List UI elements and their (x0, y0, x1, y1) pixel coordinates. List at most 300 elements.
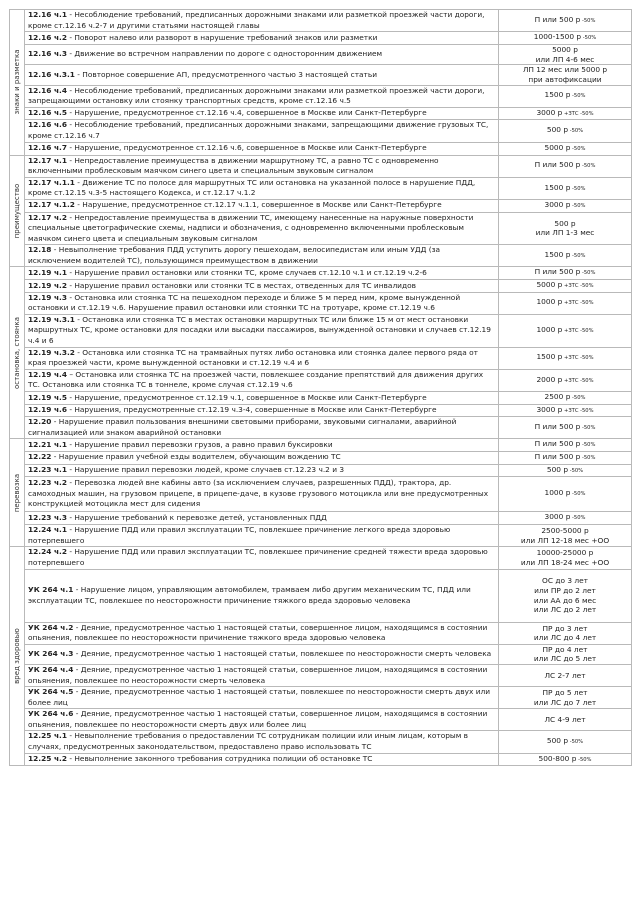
article-code: 12.23 ч.1 (28, 465, 67, 475)
penalty-cell (499, 32, 632, 45)
article-code: 12.23 ч.3 (28, 512, 67, 522)
table-row (10, 120, 632, 142)
penalty-line (502, 754, 628, 766)
table-row (10, 142, 632, 155)
violation-description (25, 512, 499, 525)
violation-text: - Деяние, предусмотренное частью 1 настоящей статьи, совершенное лицом, находящимся в состоянии опьянения, повлекшее по неосторожности смерть человека (28, 664, 488, 685)
penalty-line (502, 75, 628, 85)
violation-text: - Невыполнение требования ПДД уступить дорогу пешеходам, велосипедистам или иным УДД (за исключением водителей ТС), пользующимся преимуществом в движении (28, 245, 441, 265)
penalty-text: 5000 р (536, 280, 563, 290)
penalty-line (502, 488, 628, 500)
article-code: 12.17 ч.1.1 (28, 177, 75, 187)
penalty-text: ПР до 4 лет (542, 644, 588, 654)
penalty-cell (499, 142, 632, 155)
violation-description (25, 177, 499, 199)
penalty-text: 2500 р (544, 392, 571, 401)
violation-text: - Деяние, предусмотренное частью 1 настоящей статьи, повлекшее по неосторожности смерть двух или более лиц (28, 687, 491, 707)
penalty-note: -50% (580, 424, 596, 431)
violation-description (25, 212, 499, 245)
penalty-line (502, 250, 628, 262)
violation-description (25, 569, 499, 622)
article-code: 12.17 ч.2 (28, 212, 67, 222)
penalty-line (502, 558, 628, 568)
penalty-text: 5000 р (552, 45, 578, 55)
penalty-note: -50% (576, 756, 592, 763)
penalty-text: 500 р (546, 125, 569, 135)
penalty-cell (499, 644, 632, 664)
penalty-text: ПР до 5 лет (542, 688, 588, 698)
table-row (10, 245, 632, 267)
section-label (10, 267, 25, 439)
table-row (10, 267, 632, 280)
violation-description (25, 267, 499, 280)
article-code: 12.19 ч.6 (28, 405, 67, 415)
violation-text: - Несоблюдение требований, предписанных дорожными знаками или разметкой проезжей части дороги, запрещающими остановку или стоянку транспортных средств, кроме ст.12.16 ч.5 (28, 85, 485, 106)
penalty-note: +ЗТС -50% (562, 355, 594, 362)
penalty-text: 2000 р (536, 374, 563, 384)
article-code: 12.16 ч.3.1 (28, 69, 75, 79)
penalty-line (502, 596, 628, 606)
violation-text: - Деяние, предусмотренное частью 1 настоящей статьи, совершенное лицом, находящимся в состоянии опьянения, повлекшее по неосторожности смерть двух или более лиц (28, 709, 488, 729)
table-row (10, 753, 632, 766)
penalty-cell (499, 512, 632, 525)
penalty-line (502, 65, 628, 75)
violation-description (25, 477, 499, 512)
penalty-text: 3000 р (544, 512, 571, 522)
article-code: 12.16 ч.6 (28, 120, 67, 130)
violation-text: - Непредоставление преимущества в движении маршрутному ТС, а равно ТС с одновременно включенными проблесковым маячком синего цвета и специальным звуковым сигналом (28, 155, 439, 176)
penalty-text: 1500 р (544, 182, 571, 192)
violation-text: - Перевозка людей вне кабины авто (за исключением случаев, разрешенных ПДД), трактора, др. самоходных машин, на грузовом прицепе, в прицепе-даче, в кузове грузового мотоцикла или вне предусмотренных конструкцией мотоцикла мест для сидения (28, 478, 489, 509)
violation-description (25, 392, 499, 405)
article-code: 12.16 ч.7 (28, 143, 67, 153)
table-row (10, 314, 632, 347)
penalty-cell (499, 10, 632, 32)
table-row (10, 107, 632, 120)
article-code: 12.24 ч.1 (28, 525, 67, 535)
table-row (10, 547, 632, 569)
table-row (10, 392, 632, 405)
penalty-text: П или 500 р (534, 451, 581, 461)
penalty-note: -50% (580, 454, 596, 461)
article-code: 12.19 ч.2 (28, 280, 67, 290)
table-row (10, 65, 632, 85)
penalty-text: при автофиксации (528, 74, 602, 84)
penalty-cell (499, 155, 632, 177)
section-label-text: знаки и разметка (13, 49, 21, 115)
violation-text: - Остановка или стоянка ТС на трамвайных путях либо остановка или стоянка далее первого ряда от края проезжей части, кроме вынужденной остановки и ст.12.19 ч.4 и 6 (28, 347, 478, 368)
penalty-text: П или 500 р (534, 439, 581, 449)
penalty-text: 5000 р (544, 142, 571, 152)
penalty-cell (499, 107, 632, 120)
penalty-note: +ЗТС -50% (562, 300, 594, 307)
article-code: УК 264 ч.4 (28, 664, 74, 674)
violation-text: - Нарушение, предусмотренное ст.12.16 ч.6, совершенное в Москве или Санкт-Петербурге (66, 143, 427, 153)
violation-description (25, 45, 499, 65)
table-row (10, 32, 632, 45)
article-code: 12.16 ч.5 (28, 108, 67, 118)
violation-text: - Нарушение ПДД или правил эксплуатации ТС, повлекшее причинение легкого вреда здоровью потерпевшего (28, 525, 451, 545)
penalty-line (502, 576, 628, 586)
penalty-cell (499, 439, 632, 452)
penalty-cell (499, 709, 632, 731)
table-row (10, 199, 632, 212)
table-row (10, 369, 632, 391)
penalty-text: или ЛП 18-24 мес +ОО (520, 557, 610, 567)
penalty-line (502, 325, 628, 337)
penalty-cell (499, 314, 632, 347)
penalty-line (502, 452, 628, 464)
penalty-cell (499, 369, 632, 391)
penalty-text: или ПР до 2 лет (534, 585, 596, 595)
article-code: 12.20 (28, 417, 52, 427)
penalty-line (502, 183, 628, 195)
penalty-line (502, 698, 628, 708)
article-code: 12.18 (28, 245, 52, 255)
penalty-line (502, 439, 628, 451)
violation-text: - Невыполнение законного требования сотрудника полиции об остановке ТС (66, 754, 373, 764)
table-row (10, 464, 632, 477)
penalty-text: 10000-25000 р (536, 548, 594, 558)
table-row (10, 731, 632, 753)
penalty-note: -50% (580, 17, 596, 24)
article-code: 12.19 ч.5 (28, 392, 67, 402)
table-row (10, 451, 632, 464)
violation-text: - Нарушение правил учебной езды водителем, обучающим вождению ТС (51, 452, 341, 462)
violation-text: - Деяние, предусмотренное частью 1 настоящей статьи, совершенное лицом, находящимся в состоянии опьянения, повлекшее по неосторожности причинение тяжкого вреда здоровью человека (28, 622, 488, 643)
violation-description (25, 199, 499, 212)
penalty-note: -50% (570, 395, 586, 401)
penalty-note: +ЗТС -50% (562, 377, 594, 384)
penalty-cell (499, 177, 632, 199)
article-code: 12.17 ч.1.2 (28, 200, 75, 210)
penalty-note: -50% (570, 491, 586, 498)
article-code: 12.16 ч.1 (28, 10, 67, 19)
violation-text: - Повторное совершение АП, предусмотренного частью 3 настоящей статьи (74, 69, 377, 79)
penalty-note: +ЗТС -50% (562, 110, 594, 117)
violation-text: - Нарушение, предусмотренное ст.12.19 ч.1, совершенное в Москве или Санкт-Петербурге (66, 392, 427, 402)
penalty-text: или ЛС до 5 лет (533, 654, 597, 664)
penalty-line (502, 267, 628, 279)
violation-text: - Нарушение лицом, управляющим автомобилем, трамваем либо другим механическим ТС, ПДД или эксплуатации ТС, повлекшее по неосторожности причинение тяжкого вреда здоровью человека (28, 584, 471, 605)
penalty-text: или ЛП 1-3 мес (535, 228, 595, 238)
table-row (10, 85, 632, 107)
penalty-cell (499, 65, 632, 85)
violation-description (25, 451, 499, 464)
penalty-text: или АА до 6 мес (533, 595, 597, 605)
penalty-line (502, 605, 628, 615)
table-row (10, 439, 632, 452)
article-code: 12.16 ч.3 (28, 49, 67, 59)
penalty-text: или ЛС до 4 лет (533, 633, 597, 643)
article-code: 12.17 ч.1 (28, 155, 67, 165)
penalty-cell (499, 569, 632, 622)
table-row (10, 622, 632, 644)
article-code: 12.19 ч.3.1 (28, 314, 75, 324)
penalty-cell (499, 464, 632, 477)
penalty-line (502, 671, 628, 681)
article-code: 12.19 ч.3 (28, 292, 67, 302)
violation-text: – Остановка или стоянка ТС на проезжей части, повлекшее создание препятствий для движения других ТС. Остановка или стоянка ТС в тоннеле, кроме случая ст.12.19 ч.6 (28, 369, 484, 390)
table-row (10, 569, 632, 622)
violation-description (25, 85, 499, 107)
violation-text: - Нарушение правил остановки или стоянки ТС в местах, отведенных для ТС инвалидов (66, 280, 416, 290)
violation-text: - Нарушение правил пользования внешними световыми приборами, звуковыми сигналами, аварийной сигнализацией или знаком аварийной остановки (28, 417, 457, 437)
penalty-text: 500 р (554, 218, 576, 228)
penalty-cell (499, 85, 632, 107)
article-code: 12.16 ч.4 (28, 85, 67, 95)
violation-description (25, 731, 499, 753)
penalty-note: -50% (580, 163, 596, 170)
section-label-text: перевозка (13, 473, 21, 512)
penalty-line (502, 375, 628, 387)
penalty-text: 1000-1500 р (533, 32, 582, 42)
penalty-line (502, 736, 628, 748)
table-row (10, 45, 632, 65)
penalty-line (502, 536, 628, 546)
penalty-line (502, 160, 628, 172)
table-row (10, 477, 632, 512)
violation-description (25, 464, 499, 477)
violation-description (25, 644, 499, 664)
penalty-cell (499, 622, 632, 644)
violation-text: - Нарушение правил перевозки людей, кроме случаев ст.12.23 ч.2 и 3 (66, 465, 345, 475)
article-code: УК 264 ч.6 (28, 709, 74, 719)
penalty-line (502, 219, 628, 229)
penalty-text: или ЛС до 7 лет (533, 697, 597, 707)
penalty-cell (499, 347, 632, 369)
penalty-text: ЛС 2-7 лет (544, 670, 586, 680)
penalty-line (502, 645, 628, 655)
penalty-text: 1500 р (536, 352, 563, 362)
penalty-note: -50% (570, 93, 586, 100)
penalty-cell (499, 45, 632, 65)
penalty-line (502, 108, 628, 120)
table-row (10, 525, 632, 547)
penalty-note: -50% (568, 739, 584, 746)
penalty-text: 2500-5000 р (541, 526, 589, 536)
table-row (10, 512, 632, 525)
penalty-text: 3000 р (536, 404, 563, 414)
penalty-cell (499, 477, 632, 512)
penalty-line (502, 512, 628, 524)
penalty-note: +ЗТС -50% (562, 407, 594, 414)
penalty-note: +ЗТС -50% (562, 327, 594, 334)
penalty-text: ОС до 3 лет (542, 576, 588, 586)
penalty-text: П или 500 р (534, 267, 581, 277)
penalty-line (502, 586, 628, 596)
penalty-cell (499, 280, 632, 293)
article-code: УК 264 ч.5 (28, 687, 74, 697)
article-code: УК 264 ч.1 (28, 584, 74, 594)
penalty-cell (499, 392, 632, 405)
article-code: 12.25 ч.1 (28, 731, 67, 741)
penalty-text: 500-800 р (538, 753, 577, 763)
penalty-note: -50% (570, 253, 586, 260)
penalty-note: -50% (568, 128, 584, 135)
violation-text: - Нарушение правил перевозки грузов, а равно правил буксировки (66, 439, 333, 449)
penalty-text: 1500 р (544, 90, 571, 100)
violation-text: - Движение ТС по полосе для маршрутных ТС или остановка на указанной полосе в нарушение ПДД, кроме ст.12.15 ч.3-5 настоящего Кодекса, и ст.12.17 ч.1.2 (28, 177, 476, 198)
table-row (10, 709, 632, 731)
violation-description (25, 347, 499, 369)
penalty-note: -50% (570, 185, 586, 192)
table-row (10, 687, 632, 709)
article-code: 12.19 ч.1 (28, 267, 67, 277)
violation-text: - Нарушение правил остановки или стоянки ТС, кроме случаев ст.12.10 ч.1 и ст.12.19 ч.2-6 (66, 267, 427, 277)
article-code: 12.24 ч.2 (28, 547, 67, 557)
penalty-line (502, 280, 628, 292)
penalty-line (502, 548, 628, 558)
penalty-note: +ЗТС -50% (562, 283, 594, 290)
article-code: УК 264 ч.2 (28, 622, 74, 632)
penalty-line (502, 422, 628, 434)
violation-description (25, 417, 499, 439)
article-code: 12.19 ч.3.2 (28, 347, 75, 357)
article-code: УК 264 ч.3 (28, 649, 74, 659)
fines-table (9, 9, 632, 766)
violation-description (25, 10, 499, 32)
penalty-line (502, 143, 628, 155)
penalty-cell (499, 212, 632, 245)
penalty-line (502, 45, 628, 55)
article-code: 12.19 ч.4 (28, 369, 67, 379)
penalty-text: 500 р (546, 464, 569, 474)
penalty-cell (499, 267, 632, 280)
penalty-cell (499, 199, 632, 212)
violation-text: - Поворот налево или разворот в нарушение требований знаков или разметки (66, 32, 378, 42)
penalty-line (502, 32, 628, 44)
violation-description (25, 753, 499, 766)
penalty-text: 1000 р (536, 324, 563, 334)
penalty-note: -50% (570, 515, 586, 522)
penalty-note: -50% (568, 467, 584, 474)
violation-text: - Непредоставление преимущества в движении ТС, имеющему нанесенные на наружные поверхности специальные цветографические схемы, надписи и обозначения, с одновременно включенными проблесковым маячком синего цвета и специальным звуковым сигналом (28, 212, 474, 243)
violation-text: - Несоблюдение требований, предписанных дорожными знаками, запрещающими движение грузовых ТС, кроме ст.12.16 ч.7 (28, 120, 489, 140)
penalty-line (502, 90, 628, 102)
violation-description (25, 709, 499, 731)
violation-text: - Невыполнение требования о предоставлении ТС сотрудникам полиции или иным лицам, которым в случаях, предусмотренных законодательством, предоставлено право использовать ТС (28, 731, 469, 752)
penalty-text: 3000 р (544, 199, 571, 209)
violation-description (25, 369, 499, 391)
section-label (10, 10, 25, 156)
penalty-text: 500 р (546, 736, 569, 746)
table-row (10, 292, 632, 314)
penalty-line (502, 465, 628, 477)
penalty-note: -50% (580, 270, 596, 277)
penalty-line (502, 228, 628, 238)
table-row (10, 347, 632, 369)
penalty-note: -50% (570, 202, 586, 209)
violation-text: - Нарушение ПДД или правил эксплуатации ТС, повлекшее причинение средней тяжести вреда здоровью потерпевшего (28, 547, 488, 567)
violation-description (25, 404, 499, 417)
penalty-line (502, 352, 628, 364)
violation-description (25, 664, 499, 686)
penalty-note: -50% (581, 35, 597, 42)
article-code: 12.16 ч.2 (28, 32, 67, 42)
penalty-line (502, 297, 628, 309)
violation-description (25, 687, 499, 709)
violation-description (25, 65, 499, 85)
penalty-text: или ЛП 4-6 мес (535, 54, 595, 64)
table-row (10, 644, 632, 664)
penalty-cell (499, 245, 632, 267)
penalty-cell (499, 687, 632, 709)
penalty-cell (499, 525, 632, 547)
penalty-text: ЛП 12 мес или 5000 р (522, 65, 608, 75)
penalty-line (502, 200, 628, 212)
table-row (10, 404, 632, 417)
penalty-cell (499, 404, 632, 417)
violation-description (25, 142, 499, 155)
penalty-cell (499, 120, 632, 142)
violation-description (25, 245, 499, 267)
section-label-text: вред здоровью (13, 628, 21, 685)
penalty-line (502, 688, 628, 698)
violation-description (25, 314, 499, 347)
violation-description (25, 622, 499, 644)
penalty-text: П или 500 р (534, 160, 581, 170)
table-row (10, 280, 632, 293)
penalty-line (502, 633, 628, 643)
section-label-text: остановка, стоянка (13, 316, 21, 389)
penalty-line (502, 715, 628, 725)
violation-description (25, 280, 499, 293)
penalty-line (502, 55, 628, 65)
penalty-line (502, 624, 628, 634)
penalty-text: 1000 р (544, 488, 571, 498)
penalty-cell (499, 417, 632, 439)
violation-text: - Нарушение требований к перевозке детей, установленных ПДД (66, 512, 327, 522)
violation-description (25, 525, 499, 547)
violation-description (25, 155, 499, 177)
penalty-text: ПР до 3 лет (542, 623, 588, 633)
penalty-text: или ЛП 12-18 мес +ОО (520, 535, 610, 545)
penalty-line (502, 15, 628, 27)
penalty-text: или ЛС до 2 лет (533, 605, 597, 615)
penalty-text: 1500 р (544, 250, 571, 260)
penalty-text: 1000 р (536, 297, 563, 307)
penalty-cell (499, 292, 632, 314)
table-row (10, 417, 632, 439)
violation-text: - Нарушение, предусмотренное ст.12.17 ч.1.1, совершенное в Москве или Санкт-Петербурге (74, 200, 442, 210)
violation-text: - Движение во встречном направлении по дороге с односторонним движением (66, 49, 383, 59)
penalty-cell (499, 451, 632, 464)
article-code: 12.22 (28, 452, 52, 462)
violation-description (25, 292, 499, 314)
violation-description (25, 120, 499, 142)
penalty-text: 3000 р (536, 107, 563, 117)
table-row (10, 177, 632, 199)
penalty-text: П или 500 р (534, 14, 581, 24)
penalty-note: -50% (570, 145, 586, 152)
penalty-line (502, 654, 628, 664)
violation-text: - Остановка или стоянка ТС на пешеходном переходе и ближе 5 м перед ним, кроме вынужденной остановки и ст.12.19 ч.6. Нарушение правил остановки или стоянки ТС на тротуаре, кроме ст.12.19 ч.6 (28, 292, 461, 313)
violation-text: - Нарушение, предусмотренное ст.12.16 ч.4, совершенное в Москве или Санкт-Петербурге (66, 108, 427, 118)
section-label (10, 547, 25, 766)
violation-text: - Нарушения, предусмотренные ст.12.19 ч.3-4, совершенные в Москве или Санкт-Петербурге (66, 405, 437, 415)
article-code: 12.21 ч.1 (28, 439, 67, 449)
penalty-cell (499, 547, 632, 569)
table-row (10, 10, 632, 32)
fines-table-container (9, 9, 632, 766)
penalty-cell (499, 731, 632, 753)
table-row (10, 664, 632, 686)
penalty-cell (499, 664, 632, 686)
section-label-text: преимущество (13, 183, 21, 239)
violation-description (25, 107, 499, 120)
penalty-line (502, 392, 628, 404)
